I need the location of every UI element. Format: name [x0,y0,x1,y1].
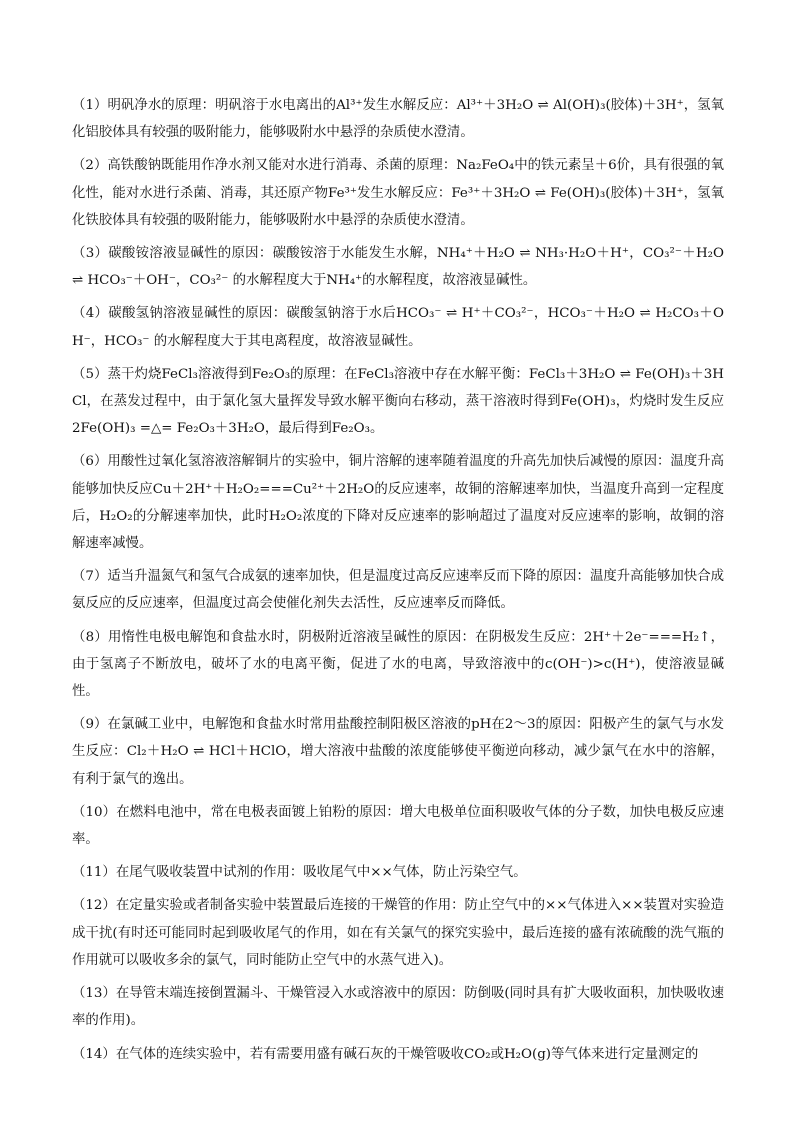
item-text: 明矾净水的原理：明矾溶于水电离出的Al³⁺发生水解反应：Al³⁺＋3H₂O ⇌ Al(OH)₃(胶体)＋3H⁺，氢氧化铝胶体具有较强的吸附能力，能够吸附水中悬浮的杂质使水澄清。 [72,98,724,141]
paragraph-6 [72,448,724,557]
paragraph-14 [72,1041,724,1068]
item-label: （6） [72,454,108,470]
paragraph-2 [72,152,724,234]
item-label: （9） [72,717,108,733]
item-text: 用惰性电极电解饱和食盐水时，阴极附近溶液呈碱性的原因：在阴极发生反应：2H⁺＋2e⁻===H₂↑，由于氢离子不断放电，破坏了水的电离平衡，促进了水的电离，导致溶液中的c(OH⁻)>c(H⁺)，使溶液显碱性。 [72,629,724,700]
item-text: 碳酸铵溶液显碱性的原因：碳酸铵溶于水能发生水解，NH₄⁺＋H₂O ⇌ NH₃·H₂O＋H⁺，CO₃²⁻＋H₂O ⇌ HCO₃⁻＋OH⁻，CO₃²⁻ 的水解程度大于NH₄⁺的水解程度，故溶液显碱性。 [72,246,724,289]
item-label: （1） [72,98,108,113]
paragraph-3 [72,240,724,294]
item-label: （12） [72,898,116,914]
paragraph-4 [72,300,724,354]
item-label: （4） [72,306,109,322]
item-label: （7） [72,569,108,585]
item-label: （10） [72,804,117,820]
item-text: 适当升温氮气和氢气合成氨的速率加快，但是温度过高反应速率反而下降的原因：温度升高能够加快合成氨反应的反应速率，但温度过高会使催化剂失去活性，反应速率反而降低。 [72,569,724,612]
item-label: （8） [72,629,108,645]
item-label: （5） [72,366,108,382]
paragraph-1 [72,92,724,146]
paragraph-9 [72,711,724,793]
paragraph-10 [72,799,724,853]
paragraph-5 [72,361,724,443]
item-text: 在氯碱工业中，电解饱和食盐水时常用盐酸控制阳极区溶液的pH在2～3的原因：阳极产生的氯气与水发生反应：Cl₂＋H₂O ⇌ HCl＋HClO，增大溶液中盐酸的浓度能够使平衡逆向移动，减少氯气在水中的溶解，有利于氯气的逸出。 [72,717,724,787]
paragraph-11 [72,859,724,886]
item-text: 碳酸氢钠溶液显碱性的原因：碳酸氢钠溶于水后HCO₃⁻ ⇌ H⁺＋CO₃²⁻，HCO₃⁻＋H₂O ⇌ H₂CO₃＋OH⁻，HCO₃⁻ 的水解程度大于其电离程度，故溶液显碱性。 [72,306,724,349]
paragraph-8 [72,624,724,706]
item-label: （11） [72,865,116,881]
item-text: 在尾气吸收装置中试剂的作用：吸收尾气中××气体，防止污染空气。 [115,865,527,881]
item-text: 蒸干灼烧FeCl₃溶液得到Fe₂O₃的原理：在FeCl₃溶液中存在水解平衡：FeCl₃＋3H₂O ⇌ Fe(OH)₃＋3HCl，在蒸发过程中，由于氯化氢大量挥发导致水解平衡向右移动，蒸干溶液时得到Fe(OH)₃，灼烧时发生反应2Fe(OH)₃ =△= Fe₂O₃＋3H₂O，最后得到Fe₂O₃。 [72,366,724,437]
paragraph-7 [72,563,724,617]
item-label: （13） [72,986,116,1002]
item-text: 在燃料电池中，常在电极表面镀上铂粉的原因：增大电极单位面积吸收气体的分子数，加快电极反应速率。 [72,804,724,848]
item-label: （14） [72,1046,116,1062]
item-text: 在导管末端连接倒置漏斗、干燥管浸入水或溶液中的原因：防倒吸(同时具有扩大吸收面积，加快吸收速率的作用)。 [72,986,724,1029]
item-label: （3） [72,246,109,262]
item-label: （2） [72,158,108,174]
item-text: 高铁酸钠既能用作净水剂又能对水进行消毒、杀菌的原理：Na₂FeO₄中的铁元素呈＋6价，具有很强的氧化性，能对水进行杀菌、消毒，其还原产物Fe³⁺发生水解反应：Fe³⁺＋3H₂O ⇌ Fe(OH)₃(胶体)＋3H⁺，氢氧化铁胶体具有较强的吸附能力，能够吸附水中悬浮的杂质使水澄清。 [72,158,724,228]
item-text: 在气体的连续实验中，若有需要用盛有碱石灰的干燥管吸收CO₂或H₂O(g)等气体来进行定量测定的 [115,1046,699,1062]
document-page [72,92,724,1068]
paragraph-12 [72,892,724,974]
paragraph-13 [72,980,724,1034]
item-text: 用酸性过氧化氢溶液溶解铜片的实验中，铜片溶解的速率随着温度的升高先加快后减慢的原因：温度升高能够加快反应Cu＋2H⁺＋H₂O₂===Cu²⁺＋2H₂O的反应速率，故铜的溶解速率加快，当温度升高到一定程度后，H₂O₂的分解速率加快，此时H₂O₂浓度的下降对反应速率的影响超过了温度对反应速率的影响，故铜的溶解速率减慢。 [72,454,724,552]
item-text: 在定量实验或者制备实验中装置最后连接的干燥管的作用：防止空气中的××气体进入××装置对实验造成干扰(有时还可能同时起到吸收尾气的作用，如在有关氯气的探究实验中，最后连接的盛有浓硫酸的洗气瓶的作用就可以吸收多余的氯气，同时能防止空气中的水蒸气进入)。 [72,898,724,968]
